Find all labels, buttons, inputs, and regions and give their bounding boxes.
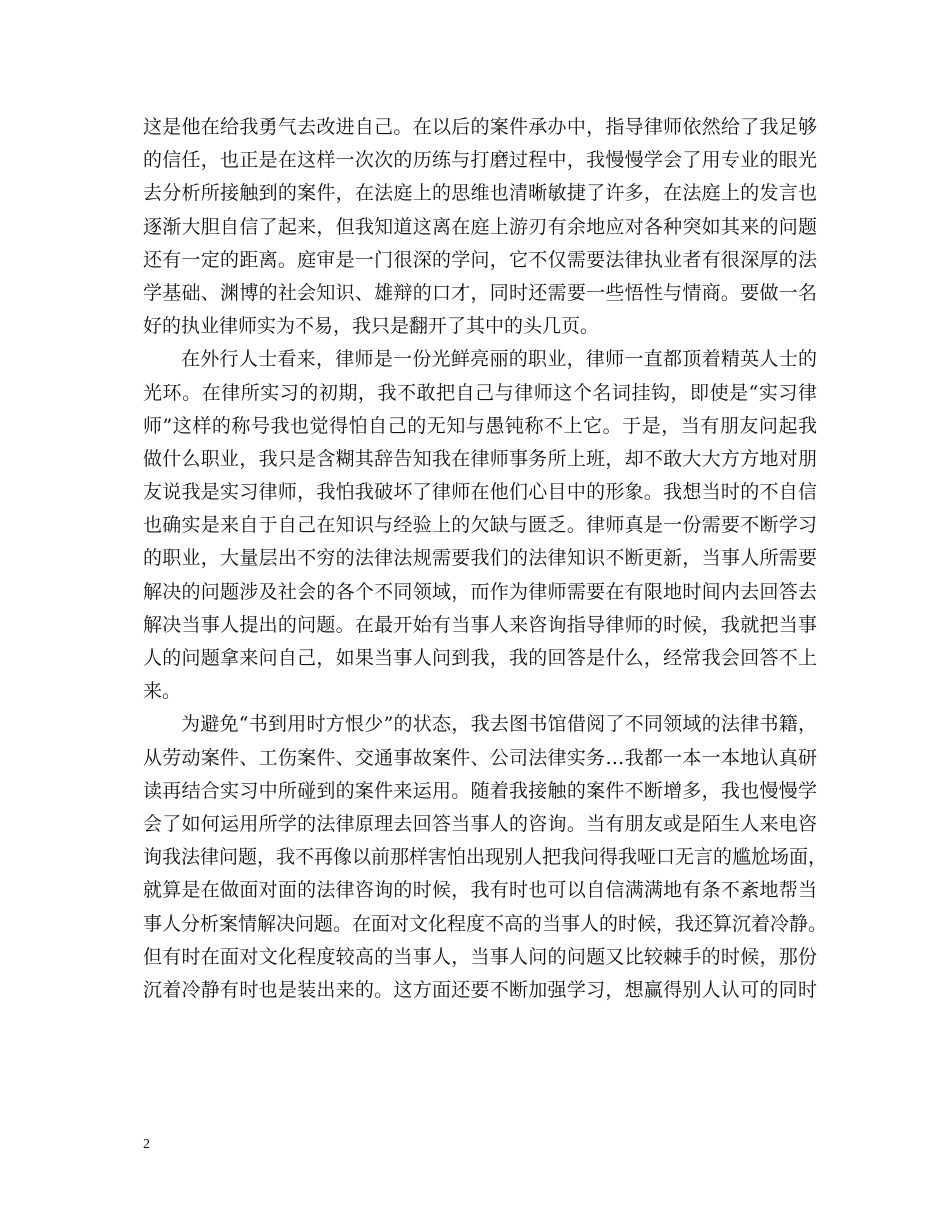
text-line: 的信任，也正是在这样一次次的历练与打磨过程中，我慢慢学会了用专业的眼光	[143, 149, 817, 172]
text-line: 好的执业律师实为不易，我只是翻开了其中的头几页。	[143, 315, 600, 338]
text-line: 友说我是实习律师，我怕我破坏了律师在他们心目中的形象。我想当时的不自信	[143, 481, 817, 504]
document-body	[143, 111, 828, 1007]
text-line: 这是他在给我勇气去改进自己。在以后的案件承办中，指导律师依然给了我足够	[143, 116, 817, 138]
text-line: 学基础、渊博的社会知识、雄辩的口才，同时还需要一些悟性与情商。要做一名	[143, 281, 817, 304]
text-line: 但有时在面对文化程度较高的当事人，当事人问的问题又比较棘手的时候，那份	[143, 945, 817, 968]
text-line: 逐渐大胆自信了起来，但我知道这离在庭上游刃有余地应对各种突如其来的问题	[143, 215, 817, 238]
text-line: 做什么职业，我只是含糊其辞告知我在律师事务所上班，却不敢大大方方地对朋	[143, 447, 817, 470]
text-line: 人的问题拿来问自己，如果当事人问到我，我的回答是什么，经常我会回答不上	[143, 647, 817, 669]
text-line: 光环。在律所实习的初期，我不敢把自己与律师这个名词挂钩，即使是“实习律	[143, 381, 817, 404]
text-line: 读再结合实习中所碰到的案件来运用。随着我接触的案件不断增多，我也慢慢学	[143, 779, 817, 802]
text-line: 沉着冷静有时也是装出来的。这方面还要不断加强学习，想赢得别人认可的同时	[143, 978, 817, 1001]
text-line: 从劳动案件、工伤案件、交通事故案件、公司法律实务…我都一本一本地认真研	[143, 746, 817, 769]
text-line: 师”这样的称号我也觉得怕自己的无知与愚钝称不上它。于是，当有朋友问起我	[143, 414, 817, 437]
text-line: 询我法律问题，我不再像以前那样害怕出现别人把我问得我哑口无言的尴尬场面，	[143, 846, 828, 869]
text-line: 去分析所接触到的案件，在法庭上的思维也清晰敏捷了许多，在法庭上的发言也	[143, 182, 817, 205]
text-line: 来。	[143, 680, 182, 703]
page-number: 2	[143, 1137, 150, 1152]
text-line: 就算是在做面对面的法律咨询的时候，我有时也可以自信满满地有条不紊地帮当	[143, 879, 817, 902]
text-line: 的职业，大量层出不穷的法律法规需要我们的法律知识不断更新，当事人所需要	[143, 547, 817, 570]
paragraph-first-line: 在外行人士看来，律师是一份光鲜亮丽的职业，律师一直都顶着精英人士的	[181, 348, 817, 371]
paragraph-first-line: 为避免“书到用时方恨少”的状态，我去图书馆借阅了不同领域的法律书籍，	[181, 713, 817, 736]
text-line: 事人分析案情解决问题。在面对文化程度不高的当事人的时候，我还算沉着冷静。	[143, 912, 828, 935]
text-line: 解决的问题涉及社会的各个不同领域，而作为律师需要在有限地时间内去回答去	[143, 580, 817, 603]
text-line: 也确实是来自于自己在知识与经验上的欠缺与匮乏。律师真是一份需要不断学习	[143, 514, 817, 537]
text-line: 还有一定的距离。庭审是一门很深的学问，它不仅需要法律执业者有很深厚的法	[143, 248, 817, 271]
text-line: 会了如何运用所学的法律原理去回答当事人的咨询。当有朋友或是陌生人来电咨	[143, 812, 817, 835]
text-line: 解决当事人提出的问题。在最开始有当事人来咨询指导律师的时候，我就把当事	[143, 613, 817, 636]
